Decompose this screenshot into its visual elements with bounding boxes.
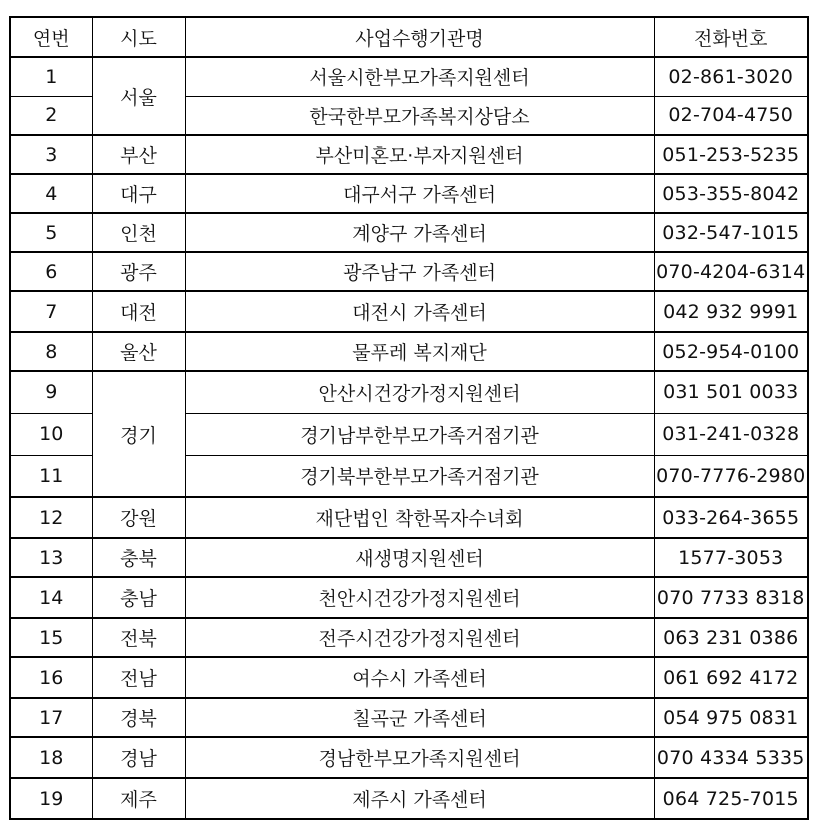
- phone-number: 070 4334 5335: [654, 737, 808, 778]
- org-name: 물푸레 복지재단: [185, 332, 654, 371]
- table-row: [10, 577, 808, 618]
- org-name: 서울시한부모가족지원센터: [185, 57, 654, 96]
- phone-number: 063 231 0386: [654, 618, 808, 657]
- header-org: 사업수행기관명: [185, 17, 654, 57]
- table-row: [10, 737, 808, 778]
- region-cell: 강원: [92, 497, 185, 538]
- phone-number: 02-704-4750: [654, 96, 808, 135]
- org-name: 안산시건강가정지원센터: [185, 371, 654, 413]
- header-region: 시도: [92, 17, 185, 57]
- agency-table: [9, 16, 809, 820]
- row-no: 9: [10, 371, 92, 413]
- org-name: 한국한부모가족복지상담소: [185, 96, 654, 135]
- header-phone: 전화번호: [654, 17, 808, 57]
- phone-number: 064 725-7015: [654, 778, 808, 819]
- phone-number: 033-264-3655: [654, 497, 808, 538]
- row-no: 2: [10, 96, 92, 135]
- phone-number: 031 501 0033: [654, 371, 808, 413]
- phone-number: 052-954-0100: [654, 332, 808, 371]
- org-name: 새생명지원센터: [185, 538, 654, 577]
- phone-number: 061 692 4172: [654, 657, 808, 698]
- row-no: 14: [10, 577, 92, 618]
- table-row: [10, 538, 808, 577]
- row-no: 4: [10, 174, 92, 213]
- table-row: [10, 252, 808, 291]
- org-name: 천안시건강가정지원센터: [185, 577, 654, 618]
- header-no: 연번: [10, 17, 92, 57]
- org-name: 대전시 가족센터: [185, 291, 654, 332]
- region-cell: 대구: [92, 174, 185, 213]
- region-cell: 경기: [92, 371, 185, 497]
- region-cell: 경남: [92, 737, 185, 778]
- phone-number: 051-253-5235: [654, 135, 808, 174]
- table-row: [10, 291, 808, 332]
- table-row: [10, 497, 808, 538]
- row-no: 6: [10, 252, 92, 291]
- row-no: 11: [10, 455, 92, 497]
- org-name: 대구서구 가족센터: [185, 174, 654, 213]
- phone-number: 031-241-0328: [654, 413, 808, 455]
- org-name: 계양구 가족센터: [185, 213, 654, 252]
- table-row: [10, 657, 808, 698]
- org-name: 재단법인 착한목자수녀회: [185, 497, 654, 538]
- region-cell: 서울: [92, 57, 185, 135]
- region-cell: 광주: [92, 252, 185, 291]
- region-cell: 제주: [92, 778, 185, 819]
- row-no: 7: [10, 291, 92, 332]
- table-row: [10, 174, 808, 213]
- row-no: 10: [10, 413, 92, 455]
- region-cell: 울산: [92, 332, 185, 371]
- phone-number: 053-355-8042: [654, 174, 808, 213]
- phone-number: 054 975 0831: [654, 698, 808, 737]
- table-row: [10, 213, 808, 252]
- phone-number: 02-861-3020: [654, 57, 808, 96]
- row-no: 3: [10, 135, 92, 174]
- region-cell: 인천: [92, 213, 185, 252]
- row-no: 5: [10, 213, 92, 252]
- region-cell: 대전: [92, 291, 185, 332]
- row-no: 8: [10, 332, 92, 371]
- org-name: 경기북부한부모가족거점기관: [185, 455, 654, 497]
- table-row: [10, 135, 808, 174]
- table-row: [10, 371, 808, 413]
- row-no: 16: [10, 657, 92, 698]
- row-no: 18: [10, 737, 92, 778]
- region-cell: 전남: [92, 657, 185, 698]
- region-cell: 충북: [92, 538, 185, 577]
- region-cell: 부산: [92, 135, 185, 174]
- row-no: 12: [10, 497, 92, 538]
- row-no: 1: [10, 57, 92, 96]
- table-row: [10, 618, 808, 657]
- row-no: 17: [10, 698, 92, 737]
- org-name: 칠곡군 가족센터: [185, 698, 654, 737]
- org-name: 부산미혼모·부자지원센터: [185, 135, 654, 174]
- region-cell: 경북: [92, 698, 185, 737]
- phone-number: 070-4204-6314: [654, 252, 808, 291]
- region-cell: 충남: [92, 577, 185, 618]
- region-cell: 전북: [92, 618, 185, 657]
- org-name: 전주시건강가정지원센터: [185, 618, 654, 657]
- phone-number: 070-7776-2980: [654, 455, 808, 497]
- table-row: [10, 778, 808, 819]
- phone-number: 032-547-1015: [654, 213, 808, 252]
- row-no: 15: [10, 618, 92, 657]
- table-row: [10, 698, 808, 737]
- phone-number: 070 7733 8318: [654, 577, 808, 618]
- org-name: 제주시 가족센터: [185, 778, 654, 819]
- org-name: 경남한부모가족지원센터: [185, 737, 654, 778]
- org-name: 여수시 가족센터: [185, 657, 654, 698]
- phone-number: 1577-3053: [654, 538, 808, 577]
- table-row: [10, 332, 808, 371]
- phone-number: 042 932 9991: [654, 291, 808, 332]
- row-no: 13: [10, 538, 92, 577]
- org-name: 광주남구 가족센터: [185, 252, 654, 291]
- row-no: 19: [10, 778, 92, 819]
- table-row: [10, 57, 808, 96]
- table-header-row: [10, 17, 808, 57]
- org-name: 경기남부한부모가족거점기관: [185, 413, 654, 455]
